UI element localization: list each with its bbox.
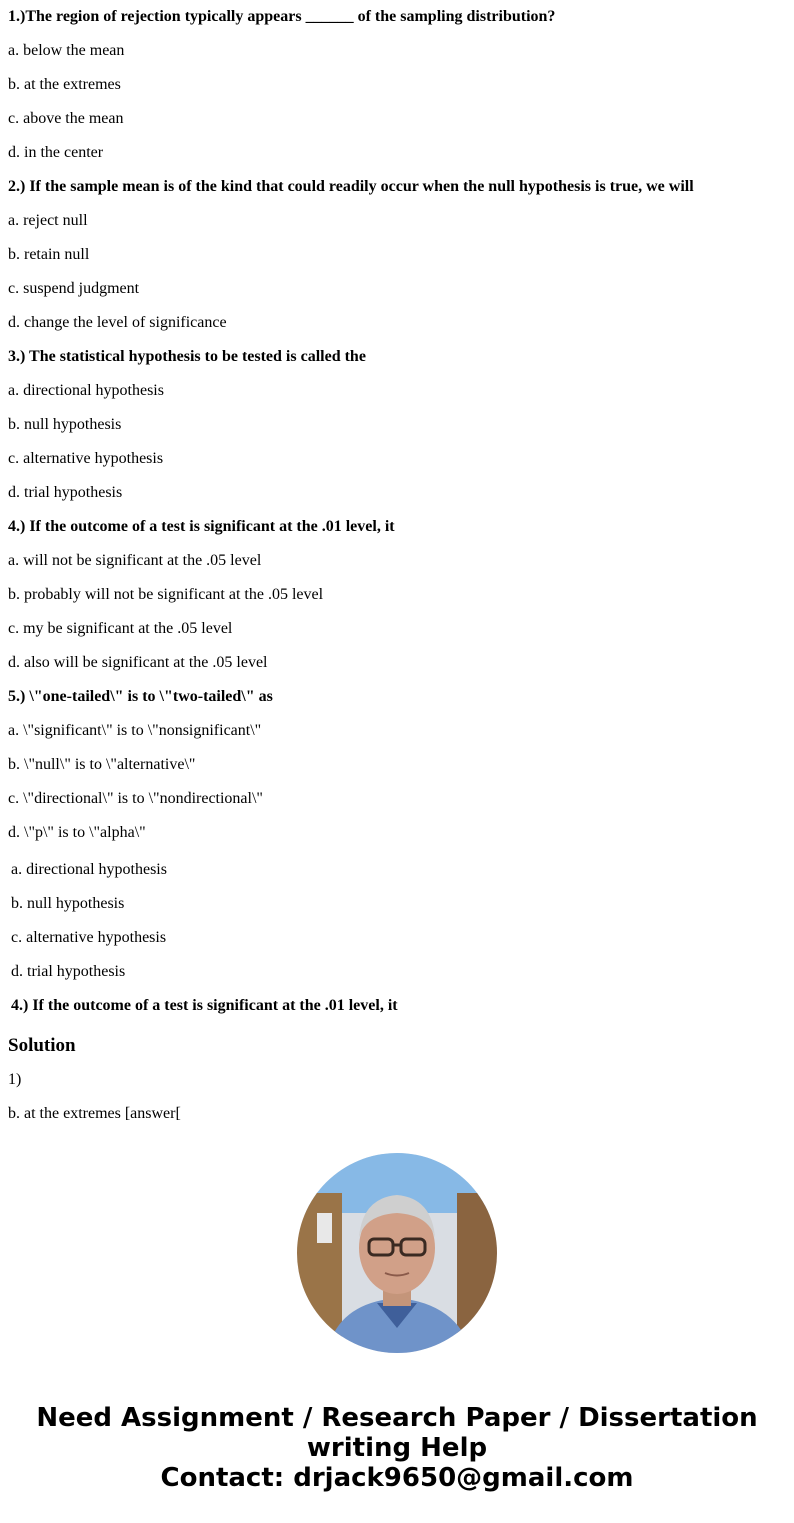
answer-option: c. alternative hypothesis <box>8 450 164 467</box>
answer-option: a. directional hypothesis <box>8 382 164 399</box>
answer-option: b. null hypothesis <box>11 895 125 912</box>
answer-option: d. trial hypothesis <box>8 484 123 501</box>
answer-option: d. change the level of significance <box>8 314 227 331</box>
answer-option: d. trial hypothesis <box>11 963 126 980</box>
solution-heading: Solution <box>8 1035 76 1056</box>
answer-option: c. alternative hypothesis <box>11 929 167 946</box>
question-block-4 <box>8 510 788 680</box>
question-text: 3.) The statistical hypothesis to be tested is called the <box>8 348 366 365</box>
question-block-1 <box>8 0 788 170</box>
question-text: 1.)The region of rejection typically appears ______ of the sampling distribution? <box>8 8 556 25</box>
answer-option: b. retain null <box>8 246 90 263</box>
question-text: 4.) If the outcome of a test is significant at the .01 level, it <box>8 518 395 535</box>
answer-option: b. null hypothesis <box>8 416 122 433</box>
question-block-2 <box>8 170 788 340</box>
answer-option: a. below the mean <box>8 42 125 59</box>
answer-option: b. at the extremes <box>8 76 121 93</box>
question-text: 2.) If the sample mean is of the kind that could readily occur when the null hypothesis is true, we will <box>8 178 694 195</box>
document-content <box>8 0 788 1123</box>
question-text: 5.) \"one-tailed\" is to \"two-tailed\" as <box>8 688 273 705</box>
question-block-5 <box>8 680 788 850</box>
question-block-3 <box>8 340 788 510</box>
answer-option: b. probably will not be significant at the .05 level <box>8 586 324 603</box>
solution-answer: b. at the extremes [answer[ <box>8 1105 181 1122</box>
answer-option: b. \"null\" is to \"alternative\" <box>8 756 196 773</box>
author-portrait-image <box>297 1153 497 1353</box>
answer-option: a. directional hypothesis <box>11 861 167 878</box>
answer-option: d. \"p\" is to \"alpha\" <box>8 824 146 841</box>
answer-option: a. will not be significant at the .05 level <box>8 552 262 569</box>
answer-option: c. \"directional\" is to \"nondirectional\" <box>8 790 263 807</box>
solution-section <box>8 1023 788 1123</box>
footer-contact: Contact: drjack9650@gmail.com <box>160 1463 634 1493</box>
answer-option: d. in the center <box>8 144 104 161</box>
answer-option: c. suspend judgment <box>8 280 140 297</box>
question-text: 4.) If the outcome of a test is significant at the .01 level, it <box>11 997 398 1014</box>
repeated-block <box>8 853 788 1023</box>
author-avatar <box>297 1153 497 1353</box>
solution-number: 1) <box>8 1071 22 1088</box>
footer-banner <box>0 1403 794 1493</box>
footer-line-1: Need Assignment / Research Paper / Dissertation <box>36 1403 758 1433</box>
answer-option: c. my be significant at the .05 level <box>8 620 233 637</box>
answer-option: d. also will be significant at the .05 level <box>8 654 268 671</box>
footer-line-2: writing Help <box>306 1433 488 1463</box>
answer-option: c. above the mean <box>8 110 124 127</box>
answer-option: a. \"significant\" is to \"nonsignificant\" <box>8 722 262 739</box>
answer-option: a. reject null <box>8 212 88 229</box>
